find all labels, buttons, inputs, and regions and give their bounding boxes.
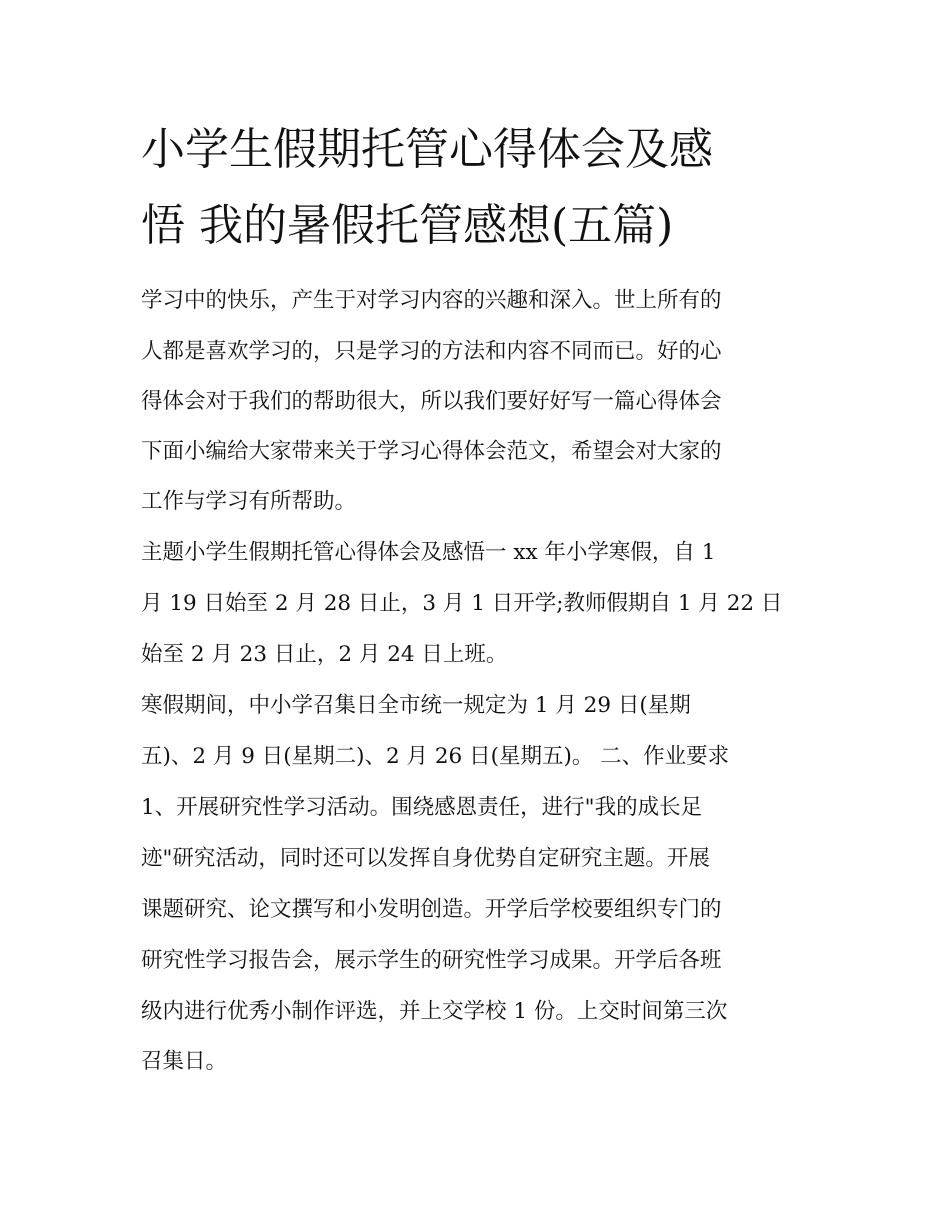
body-line-5: 工作与学习有所帮助。 [141,489,357,514]
body-line-9: 寒假期间，中小学召集日全市统一规定为 1 月 29 日(星期 [141,693,691,718]
body-line-2: 人都是喜欢学习的，只是学习的方法和内容不同而已。好的心 [141,339,722,364]
body-line-12: 迹"研究活动，同时还可以发挥自身优势自定研究主题。开展 [141,846,710,871]
body-line-7: 月 19 日始至 2 月 28 日止，3 月 1 日开学;教师假期自 1 月 22 日 [141,591,783,616]
body-line-16: 召集日。 [141,1049,228,1074]
title-line-2: 悟 我的暑假托管感想(五篇) [141,200,674,251]
body-line-1: 学习中的快乐，产生于对学习内容的兴趣和深入。世上所有的 [141,288,722,313]
body-line-15: 级内进行优秀小制作评选，并上交学校 1 份。上交时间第三次 [141,999,728,1024]
body-line-6: 主题小学生假期托管心得体会及感悟一 xx 年小学寒假，自 1 [141,540,716,565]
body-line-13: 课题研究、论文撰写和小发明创造。开学后学校要组织专门的 [141,897,722,922]
body-line-10: 五)、2 月 9 日(星期二)、2 月 26 日(星期五)。 二、作业要求 [141,744,730,769]
body-line-4: 下面小编给大家带来关于学习心得体会范文，希望会对大家的 [141,439,722,464]
body-line-3: 得体会对于我们的帮助很大，所以我们要好好写一篇心得体会 [141,389,722,414]
body-line-8: 始至 2 月 23 日止，2 月 24 日上班。 [141,642,508,667]
title-line-1: 小学生假期托管心得体会及感 [141,124,713,175]
body-line-14: 研究性学习报告会，展示学生的研究性学习成果。开学后各班 [141,948,722,973]
document-title [141,112,831,264]
body-line-11: 1、开展研究性学习活动。围绕感恩责任，进行"我的成长足 [141,795,703,820]
